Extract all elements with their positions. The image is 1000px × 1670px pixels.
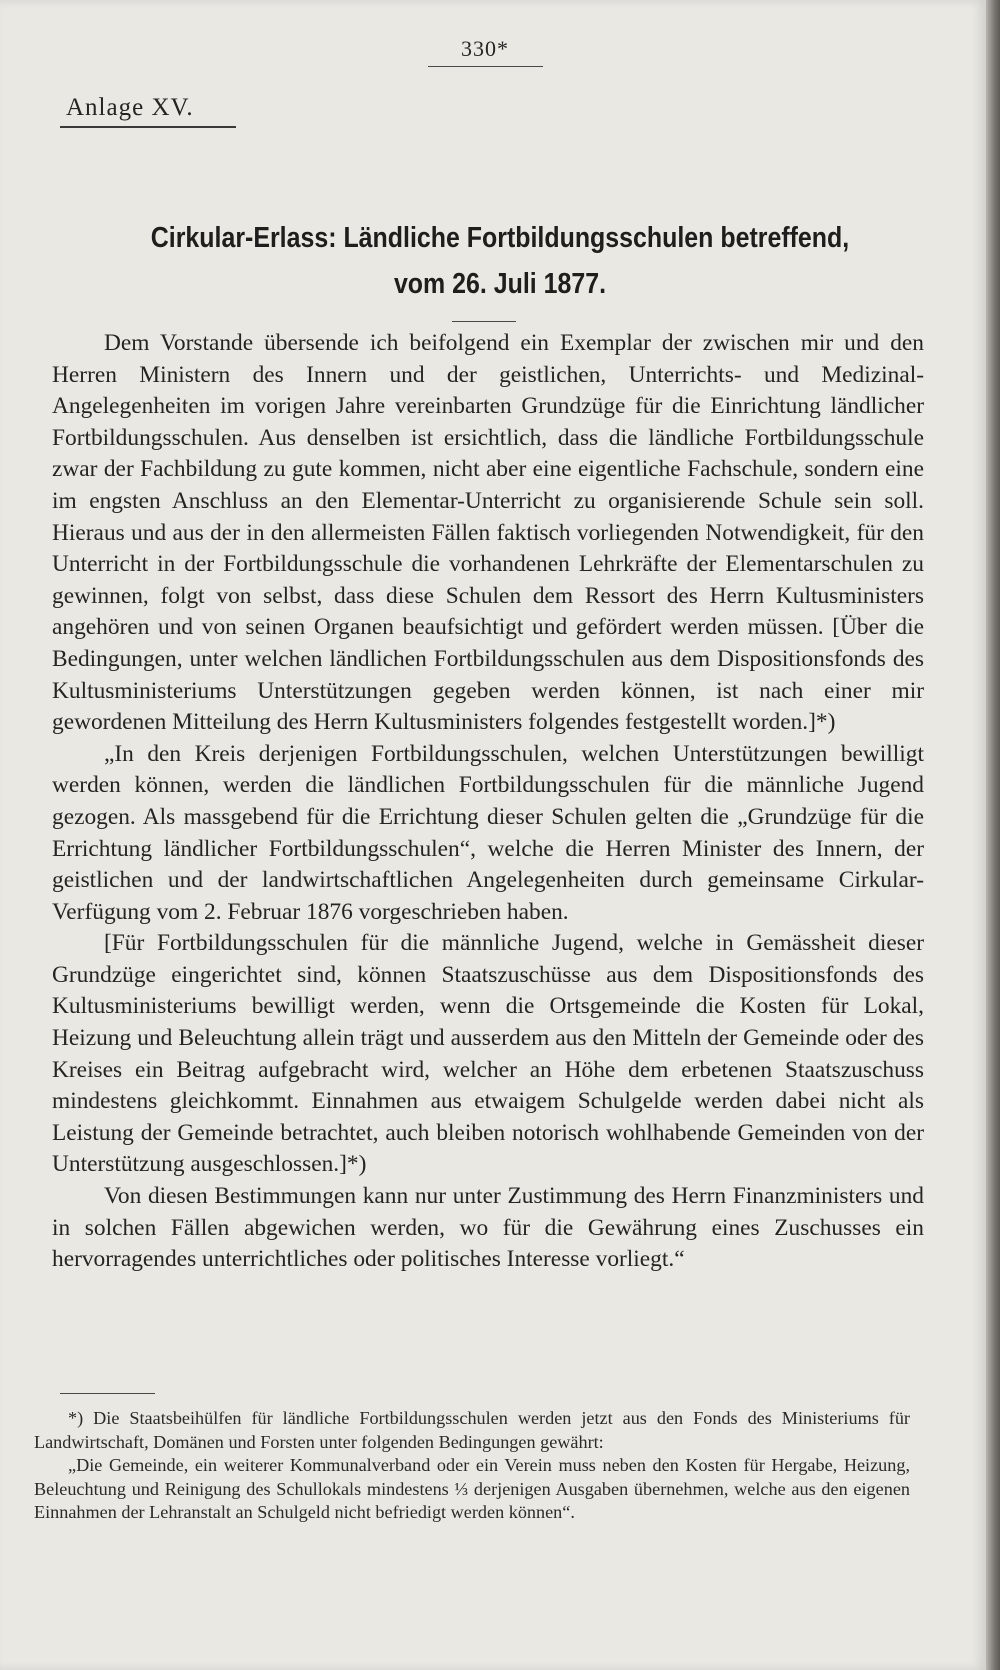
paragraph: „In den Kreis derjenigen Fortbildungsschulen, welchen Unterstützungen bewilligt werden können, werden die ländlichen Fortbildungsschulen für die männliche Jugend gezogen. Als massgebend für die Errichtung dieser Schulen gelten die „Grundzüge für die Errichtung ländlicher Fortbildungsschulen“, welche die Herren Minister des Innern, der geistlichen und der landwirtschaftlichen Angelegenheiten durch gemeinsame Cirkular-Verfügung vom 2. Februar 1876 vorgeschrieben haben. bbox=[52, 740, 924, 925]
page-number-rule bbox=[428, 66, 543, 67]
footnote-block bbox=[34, 1407, 910, 1525]
paragraph: Von diesen Bestimmungen kann nur unter Zustimmung des Herrn Finanzministers und in solchen Fällen abgewichen werden, wo für die Gewährung eines Zuschusses ein hervorragendes unterrichtliches oder politisches Interesse vorliegt.“ bbox=[52, 1183, 924, 1273]
footnote: „Die Gemeinde, ein weiterer Kommunalverband oder ein Verein muss neben den Kosten für Hergabe, Heizung, Beleuchtung und Reinigung des Schullokals mindestens ⅓ derjenigen Ausgaben übernehmen, welche aus den eigenen Einnahmen der Lehranstalt an Schulgeld nicht befriedigt werden können“. bbox=[34, 1455, 910, 1522]
body-text bbox=[52, 328, 924, 1276]
title-line-1: Cirkular-Erlass: Ländliche Fortbildungsschulen betreffend, bbox=[150, 222, 850, 254]
page-edge bbox=[986, 0, 1000, 1670]
title-line-2: vom 26. Juli 1877. bbox=[393, 268, 607, 300]
paragraph: Dem Vorstande übersende ich beifolgend ein Exemplar der zwischen mir und den Herren Ministern des Innern und der geistlichen, Unterrichts- und Medizinal-Angelegenheiten im vorigen Jahre vereinbarten Grundzüge für die Einrichtung ländlicher Fortbildungsschulen. Aus denselben ist ersichtlich, dass die ländliche Fortbildungsschule zwar der Fachbildung zu gute kommen, nicht aber eine eigentliche Fachschule, sondern eine im engsten Anschluss an den Elementar-Unterricht zu organisierende Schule sein soll. Hieraus und aus der in den allermeisten Fällen faktisch vorliegenden Notwendigkeit, für den Unterricht in der Fortbildungsschule die vorhandenen Lehrkräfte der Elementarschulen zu gewinnen, folgt von selbst, dass diese Schulen dem Ressort des Herrn Kultusministers angehören und von seinen Organen beaufsichtigt und gefördert werden müssen. [Über die Bedingungen, unter welchen ländlichen Fortbildungsschulen aus dem Dispositionsfonds des Kultusministeriums Unterstützungen gegeben werden können, ist nach einer mir gewordenen Mitteilung des Herrn Kultusministers folgendes festgestellt worden.]*) bbox=[52, 330, 924, 736]
footnote: *) Die Staatsbeihülfen für ländliche Fortbildungsschulen werden jetzt aus den Fonds des Ministeriums für Landwirtschaft, Domänen und Forsten unter folgenden Bedingungen gewährt: bbox=[34, 1408, 910, 1452]
appendix-label: Anlage XV. bbox=[66, 94, 194, 121]
paragraph: [Für Fortbildungsschulen für die männliche Jugend, welche in Gemässheit dieser Grundzüge eingerichtet sind, können Staatszuschüsse aus dem Dispositionsfonds des Kultusministeriums bewilligt werden, wenn die Ortsgemeinde die Kosten für Lokal, Heizung und Beleuchtung allein trägt und ausserdem aus den Mitteln der Gemeinde oder des Kreises ein Beitrag aufgebracht wird, welcher an Höhe dem erbetenen Staatszuschuss mindestens gleichkommt. Einnahmen aus etwaigem Schulgelde werden dabei nicht als Leistung der Gemeinde betrachtet, auch bleiben notorisch wohlhabende Gemeinden von der Unterstützung ausgeschlossen.]*) bbox=[52, 930, 924, 1178]
footnote-rule bbox=[60, 1393, 155, 1394]
page-number: 330* bbox=[461, 36, 509, 61]
appendix-underline bbox=[60, 126, 236, 128]
title-rule bbox=[452, 321, 516, 322]
